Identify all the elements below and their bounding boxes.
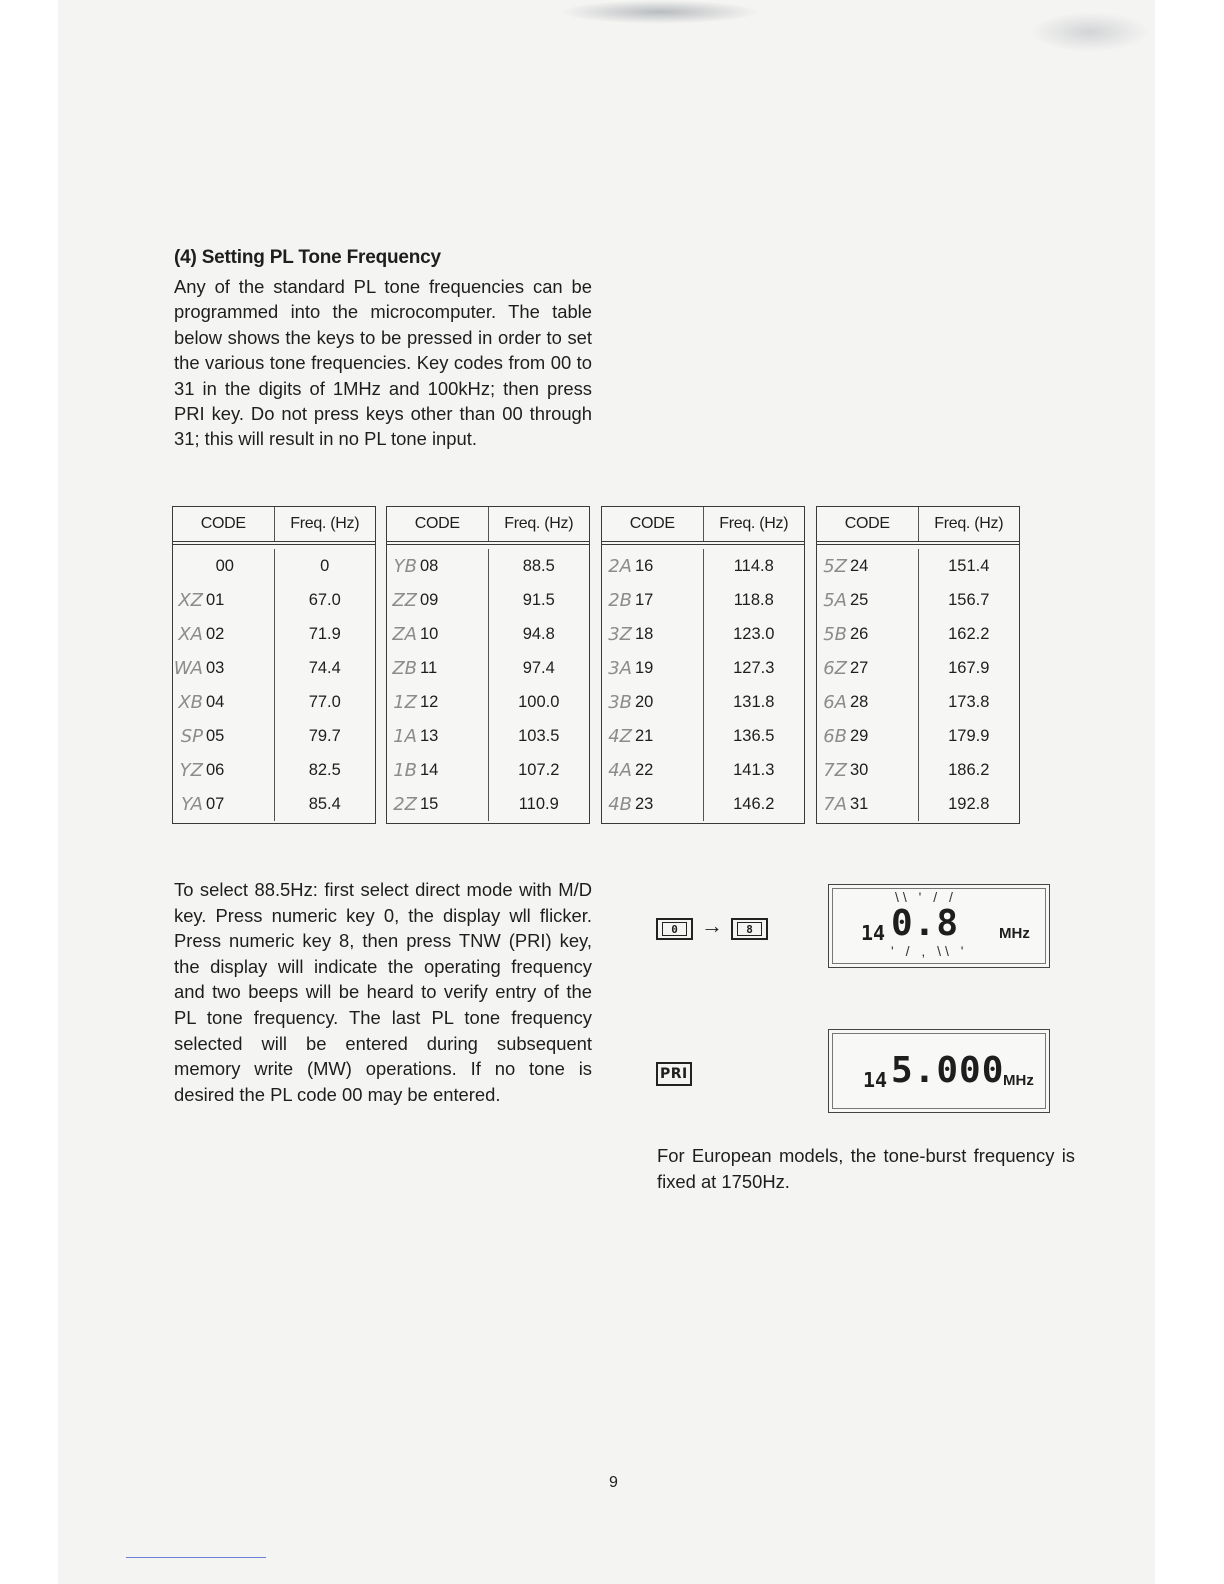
freq-cell: 88.5 <box>488 549 590 583</box>
code-value: 03 <box>206 658 225 677</box>
code-value: 31 <box>850 794 869 813</box>
handwritten-mark: YA <box>181 793 203 815</box>
freq-cell: 77.0 <box>274 685 376 719</box>
code-cell <box>817 787 918 821</box>
freq-cell: 107.2 <box>488 753 590 787</box>
code-value: 23 <box>635 794 654 813</box>
code-value: 01 <box>206 590 225 609</box>
table-row <box>173 651 375 685</box>
column-header-freq: Freq. (Hz) <box>488 507 590 541</box>
code-value: 30 <box>850 760 869 779</box>
european-note: For European models, the tone-burst frequency is fixed at 1750Hz. <box>657 1145 1075 1192</box>
freq-cell: 136.5 <box>703 719 805 753</box>
tone-table-2 <box>386 506 590 824</box>
key-8-label: 8 <box>737 922 762 936</box>
freq-cell: 71.9 <box>274 617 376 651</box>
lcd-display-final <box>828 1029 1050 1113</box>
column-header-freq: Freq. (Hz) <box>274 507 376 541</box>
code-cell <box>387 719 488 753</box>
table-row <box>602 651 804 685</box>
handwritten-mark: 1Z <box>393 691 417 713</box>
freq-cell: 97.4 <box>488 651 590 685</box>
code-cell <box>173 617 274 651</box>
handwritten-mark: 6A <box>823 691 847 713</box>
lcd2-prefix: 14 <box>863 1068 888 1092</box>
code-value: 11 <box>420 658 438 677</box>
key-0 <box>656 918 693 940</box>
table-row <box>817 787 1019 821</box>
code-value: 02 <box>206 624 225 643</box>
lcd2-unit: MHz <box>1003 1072 1034 1089</box>
lcd-display-flicker <box>828 884 1050 968</box>
freq-cell: 179.9 <box>918 719 1020 753</box>
handwritten-mark: 5A <box>823 589 847 611</box>
freq-cell: 100.0 <box>488 685 590 719</box>
table-row <box>817 753 1019 787</box>
blink-marks-bottom: ' / , \\ ' <box>891 943 968 959</box>
tone-table-4 <box>816 506 1020 824</box>
blink-marks-top: \\ ' / / <box>895 889 957 905</box>
freq-cell: 103.5 <box>488 719 590 753</box>
code-value: 08 <box>420 556 439 575</box>
code-cell <box>173 583 274 617</box>
freq-cell: 162.2 <box>918 617 1020 651</box>
code-value: 13 <box>420 726 439 745</box>
code-cell <box>602 719 703 753</box>
handwritten-mark: 3Z <box>608 623 632 645</box>
code-cell <box>602 583 703 617</box>
handwritten-mark: YB <box>393 555 417 577</box>
handwritten-mark: ZB <box>392 657 417 679</box>
handwritten-mark: 5Z <box>823 555 847 577</box>
handwritten-mark: XB <box>178 691 203 713</box>
handwritten-mark: XZ <box>178 589 203 611</box>
code-value: 21 <box>635 726 654 745</box>
key-0-label: 0 <box>662 922 687 936</box>
table-row <box>387 719 589 753</box>
code-value: 09 <box>420 590 439 609</box>
code-value: 18 <box>635 624 654 643</box>
handwritten-mark: 2Z <box>393 793 417 815</box>
code-cell <box>387 651 488 685</box>
code-cell <box>817 719 918 753</box>
code-cell <box>387 583 488 617</box>
table-row <box>387 651 589 685</box>
code-cell <box>602 685 703 719</box>
code-value: 06 <box>206 760 225 779</box>
freq-cell: 79.7 <box>274 719 376 753</box>
code-cell <box>602 549 703 583</box>
handwritten-mark: 7A <box>823 793 847 815</box>
table-header <box>173 507 375 545</box>
column-header-freq: Freq. (Hz) <box>918 507 1020 541</box>
table-row <box>817 617 1019 651</box>
table-row <box>387 583 589 617</box>
table-row <box>173 617 375 651</box>
freq-cell: 91.5 <box>488 583 590 617</box>
code-value: 14 <box>420 760 439 779</box>
freq-cell: 127.3 <box>703 651 805 685</box>
table-row <box>817 583 1019 617</box>
table-row <box>602 787 804 821</box>
table-header <box>602 507 804 545</box>
table-row <box>817 549 1019 583</box>
table-row <box>817 651 1019 685</box>
code-value: 29 <box>850 726 869 745</box>
code-value: 25 <box>850 590 869 609</box>
handwritten-mark: ZZ <box>392 589 417 611</box>
handwritten-mark: 3B <box>608 691 632 713</box>
handwritten-mark: 4A <box>608 759 632 781</box>
lcd2-value: 5.000 <box>891 1050 1005 1091</box>
code-cell <box>817 549 918 583</box>
code-value: 16 <box>635 556 654 575</box>
code-cell <box>387 753 488 787</box>
page-number: 9 <box>609 1474 618 1491</box>
freq-cell: 74.4 <box>274 651 376 685</box>
table-header <box>387 507 589 545</box>
handwritten-mark: 2B <box>608 589 632 611</box>
code-cell <box>817 583 918 617</box>
intro-paragraph: Any of the standard PL tone frequencies can be programmed into the microcomputer. The table below shows the keys to be pressed in order to set the various tone frequencies. Key codes from 00 to 31 in the digits of 1MHz and 100kHz; then press PRI key. Do not press keys other than 00 through 31; this will result in no PL tone input. <box>174 276 592 450</box>
column-header-code: CODE <box>200 515 246 532</box>
lcd1-value: 0.8 <box>891 903 960 944</box>
table-row <box>602 549 804 583</box>
lcd1-prefix: 14 <box>861 921 886 945</box>
scan-shadow <box>1030 12 1150 52</box>
scan-artifact-line <box>126 1557 266 1558</box>
pri-key: PRI <box>656 1062 692 1086</box>
handwritten-mark: SP <box>180 725 203 747</box>
code-cell <box>387 787 488 821</box>
handwritten-mark: 2A <box>608 555 632 577</box>
code-value: 22 <box>635 760 654 779</box>
handwritten-mark: 1B <box>393 759 417 781</box>
table-row <box>173 583 375 617</box>
code-cell <box>173 685 274 719</box>
instructions-paragraph: To select 88.5Hz: first select direct mode with M/D key. Press numeric key 0, the display wll flicker. Press numeric key 8, then press TNW (PRI) key, the display will indicate the operating frequency and two beeps will be heard to verify entry of the PL tone frequency. The last PL tone frequency selected will be entered during subsequent memory write (MW) operations. If no tone is desired the PL code 00 may be entered. <box>174 879 592 1105</box>
column-header-code: CODE <box>844 515 890 532</box>
freq-cell: 123.0 <box>703 617 805 651</box>
handwritten-mark: ZA <box>392 623 417 645</box>
table-row <box>602 753 804 787</box>
table-row <box>387 617 589 651</box>
code-cell <box>817 617 918 651</box>
code-value: 17 <box>635 590 654 609</box>
handwritten-mark: 6Z <box>823 657 847 679</box>
column-header-code: CODE <box>414 515 460 532</box>
table-row <box>602 719 804 753</box>
code-cell <box>173 651 274 685</box>
section-title: (4) Setting PL Tone Frequency <box>174 247 441 268</box>
handwritten-mark: 1A <box>393 725 417 747</box>
lcd1-unit: MHz <box>999 925 1030 942</box>
code-value: 28 <box>850 692 869 711</box>
table-row <box>817 685 1019 719</box>
freq-cell: 167.9 <box>918 651 1020 685</box>
table-row <box>387 685 589 719</box>
column-header-code: CODE <box>629 515 675 532</box>
table-row <box>387 753 589 787</box>
code-cell <box>173 549 274 583</box>
code-value: 00 <box>215 556 234 575</box>
code-cell <box>817 651 918 685</box>
code-value: 27 <box>850 658 869 677</box>
freq-cell: 85.4 <box>274 787 376 821</box>
code-value: 24 <box>850 556 869 575</box>
code-cell <box>387 549 488 583</box>
freq-cell: 82.5 <box>274 753 376 787</box>
handwritten-mark: 7Z <box>823 759 847 781</box>
freq-cell: 67.0 <box>274 583 376 617</box>
code-cell <box>602 753 703 787</box>
freq-cell: 156.7 <box>918 583 1020 617</box>
freq-cell: 110.9 <box>488 787 590 821</box>
tone-table-3 <box>601 506 805 824</box>
freq-cell: 0 <box>274 549 376 583</box>
freq-cell: 131.8 <box>703 685 805 719</box>
handwritten-mark: 4Z <box>608 725 632 747</box>
table-row <box>173 549 375 583</box>
handwritten-mark: 6B <box>823 725 847 747</box>
freq-cell: 146.2 <box>703 787 805 821</box>
code-value: 19 <box>635 658 654 677</box>
table-row <box>602 685 804 719</box>
tone-table-1 <box>172 506 376 824</box>
table-row <box>602 617 804 651</box>
table-row <box>173 685 375 719</box>
code-cell <box>173 753 274 787</box>
code-value: 07 <box>206 794 225 813</box>
handwritten-mark: WA <box>173 657 203 679</box>
code-cell <box>817 753 918 787</box>
code-cell <box>602 787 703 821</box>
code-value: 05 <box>206 726 225 745</box>
handwritten-mark: XA <box>178 623 203 645</box>
code-value: 15 <box>420 794 439 813</box>
code-value: 10 <box>420 624 439 643</box>
handwritten-mark: 3A <box>608 657 632 679</box>
scan-shadow <box>560 0 760 24</box>
freq-cell: 151.4 <box>918 549 1020 583</box>
code-cell <box>387 617 488 651</box>
code-cell <box>173 787 274 821</box>
freq-cell: 186.2 <box>918 753 1020 787</box>
code-value: 20 <box>635 692 654 711</box>
freq-cell: 114.8 <box>703 549 805 583</box>
handwritten-mark: YZ <box>179 759 203 781</box>
arrow-icon: → <box>701 913 723 938</box>
table-header <box>817 507 1019 545</box>
table-row <box>817 719 1019 753</box>
code-cell <box>602 651 703 685</box>
table-row <box>173 787 375 821</box>
code-cell <box>173 719 274 753</box>
freq-cell: 192.8 <box>918 787 1020 821</box>
table-row <box>173 719 375 753</box>
freq-cell: 118.8 <box>703 583 805 617</box>
code-cell <box>387 685 488 719</box>
code-value: 04 <box>206 692 225 711</box>
code-value: 26 <box>850 624 869 643</box>
table-row <box>387 787 589 821</box>
freq-cell: 94.8 <box>488 617 590 651</box>
column-header-freq: Freq. (Hz) <box>703 507 805 541</box>
freq-cell: 173.8 <box>918 685 1020 719</box>
table-row <box>173 753 375 787</box>
key-8 <box>731 918 768 940</box>
code-value: 12 <box>420 692 439 711</box>
freq-cell: 141.3 <box>703 753 805 787</box>
handwritten-mark: 5B <box>823 623 847 645</box>
table-row <box>387 549 589 583</box>
code-cell <box>602 617 703 651</box>
table-row <box>602 583 804 617</box>
code-cell <box>817 685 918 719</box>
handwritten-mark: 4B <box>608 793 632 815</box>
